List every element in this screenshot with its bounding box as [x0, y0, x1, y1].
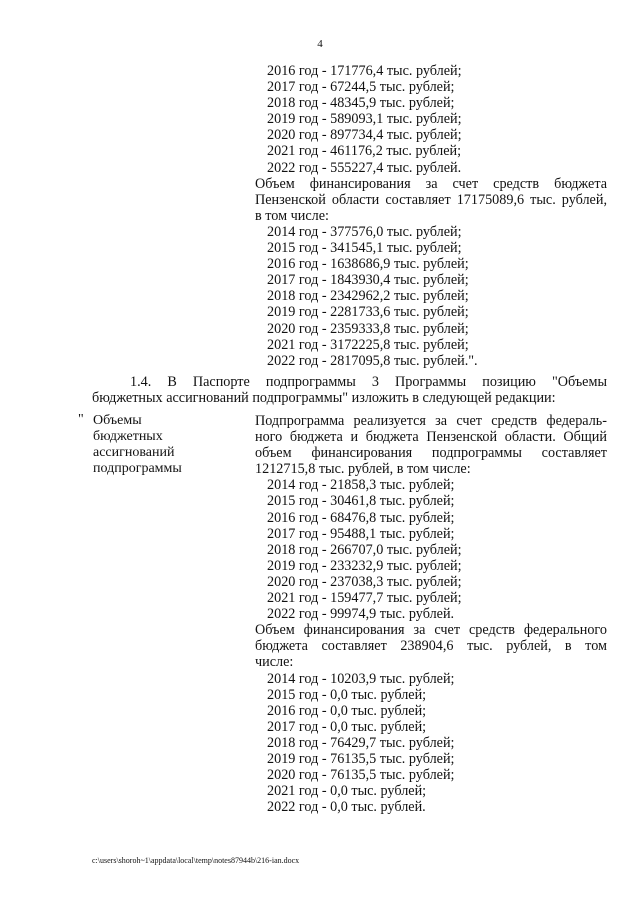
label-line: бюджетных — [93, 429, 163, 444]
page-number: 4 — [317, 38, 323, 50]
year-line: 2020 год - 76135,5 тыс. рублей; — [267, 767, 455, 784]
year-line: 2015 год - 30461,8 тыс. рублей; — [267, 493, 455, 510]
year-line: 2018 год - 48345,9 тыс. рублей; — [267, 95, 455, 112]
year-line: 2022 год - 555227,4 тыс. рублей. — [267, 159, 462, 176]
year-line: 2017 год - 0,0 тыс. рублей; — [267, 718, 427, 735]
year-line: 2014 год - 21858,3 тыс. рублей; — [267, 477, 455, 494]
year-line: 2017 год - 95488,1 тыс. рублей; — [267, 525, 455, 542]
year-line: 2019 год - 233232,9 тыс. рублей; — [267, 557, 462, 574]
year-line: 2015 год - 341545,1 тыс. рублей; — [267, 240, 462, 257]
year-line: 2019 год - 76135,5 тыс. рублей; — [267, 750, 455, 767]
year-line: 2019 год - 2281733,6 тыс. рублей; — [267, 304, 469, 321]
position-label — [93, 413, 233, 477]
year-line: 2021 год - 461176,2 тыс. рублей; — [267, 143, 462, 160]
year-line: 2022 год - 2817095,8 тыс. рублей.". — [267, 352, 478, 369]
paragraph-line: Подпрограмма реализуется за счет средств федераль- — [255, 413, 607, 429]
paragraph-line: ного бюджета и бюджета Пензенской области. Общий — [255, 429, 607, 446]
paragraph-line: в том числе: — [255, 207, 329, 224]
year-line: 2021 год - 0,0 тыс. рублей; — [267, 783, 427, 800]
paragraph-line: объем финансирования подпрограммы составляет — [255, 445, 607, 462]
label-line: Объемы — [93, 413, 142, 428]
footer-file-path: c:\users\shoroh~1\appdata\local\temp\notes87944b\216-ian.docx — [92, 856, 300, 865]
year-line: 2022 год - 0,0 тыс. рублей. — [267, 799, 426, 816]
paragraph-line: числе: — [255, 654, 294, 671]
budget-block-1 — [255, 63, 607, 369]
year-line: 2016 год - 0,0 тыс. рублей; — [267, 702, 427, 719]
year-line: 2017 год - 67244,5 тыс. рублей; — [267, 79, 455, 96]
year-line: 2020 год - 2359333,8 тыс. рублей; — [267, 320, 469, 337]
year-line: 2018 год - 266707,0 тыс. рублей; — [267, 541, 462, 558]
paragraph-line: 1212715,8 тыс. рублей, в том числе: — [255, 461, 471, 478]
year-line: 2014 год - 377576,0 тыс. рублей; — [267, 223, 462, 240]
paragraph-line: 1.4. В Паспорте подпрограммы 3 Программы позицию "Объемы — [130, 374, 607, 390]
year-line: 2021 год - 159477,7 тыс. рублей; — [267, 590, 462, 607]
paragraph-line: Пензенской области составляет 17175089,6 тыс. рублей, — [255, 191, 607, 208]
label-line: подпрограммы — [93, 461, 182, 476]
opening-quote: " — [78, 412, 84, 427]
paragraph-line: бюджетных ассигнований подпрограммы" изложить в следующей редакции: — [92, 390, 556, 407]
item-1-4-paragraph — [92, 374, 607, 406]
year-line: 2014 год - 10203,9 тыс. рублей; — [267, 670, 455, 687]
year-line: 2017 год - 1843930,4 тыс. рублей; — [267, 272, 469, 289]
year-line: 2018 год - 2342962,2 тыс. рублей; — [267, 288, 469, 305]
paragraph-line: Объем финансирования за счет средств федерального — [255, 622, 607, 639]
budget-block-2 — [255, 413, 607, 815]
year-line: 2021 год - 3172225,8 тыс. рублей; — [267, 336, 469, 353]
paragraph-line: Объем финансирования за счет средств бюджета — [255, 175, 607, 192]
year-line: 2016 год - 1638686,9 тыс. рублей; — [267, 256, 469, 273]
year-line: 2020 год - 897734,4 тыс. рублей; — [267, 127, 462, 144]
year-line: 2018 год - 76429,7 тыс. рублей; — [267, 734, 455, 751]
paragraph-line: бюджета составляет 238904,6 тыс. рублей, в том — [255, 638, 607, 655]
label-line: ассигнований — [93, 445, 175, 460]
year-line: 2020 год - 237038,3 тыс. рублей; — [267, 573, 462, 590]
year-line: 2022 год - 99974,9 тыс. рублей. — [267, 606, 455, 623]
year-line: 2019 год - 589093,1 тыс. рублей; — [267, 111, 462, 128]
year-line: 2016 год - 68476,8 тыс. рублей; — [267, 509, 455, 526]
year-line: 2016 год - 171776,4 тыс. рублей; — [267, 63, 462, 79]
year-line: 2015 год - 0,0 тыс. рублей; — [267, 686, 427, 703]
